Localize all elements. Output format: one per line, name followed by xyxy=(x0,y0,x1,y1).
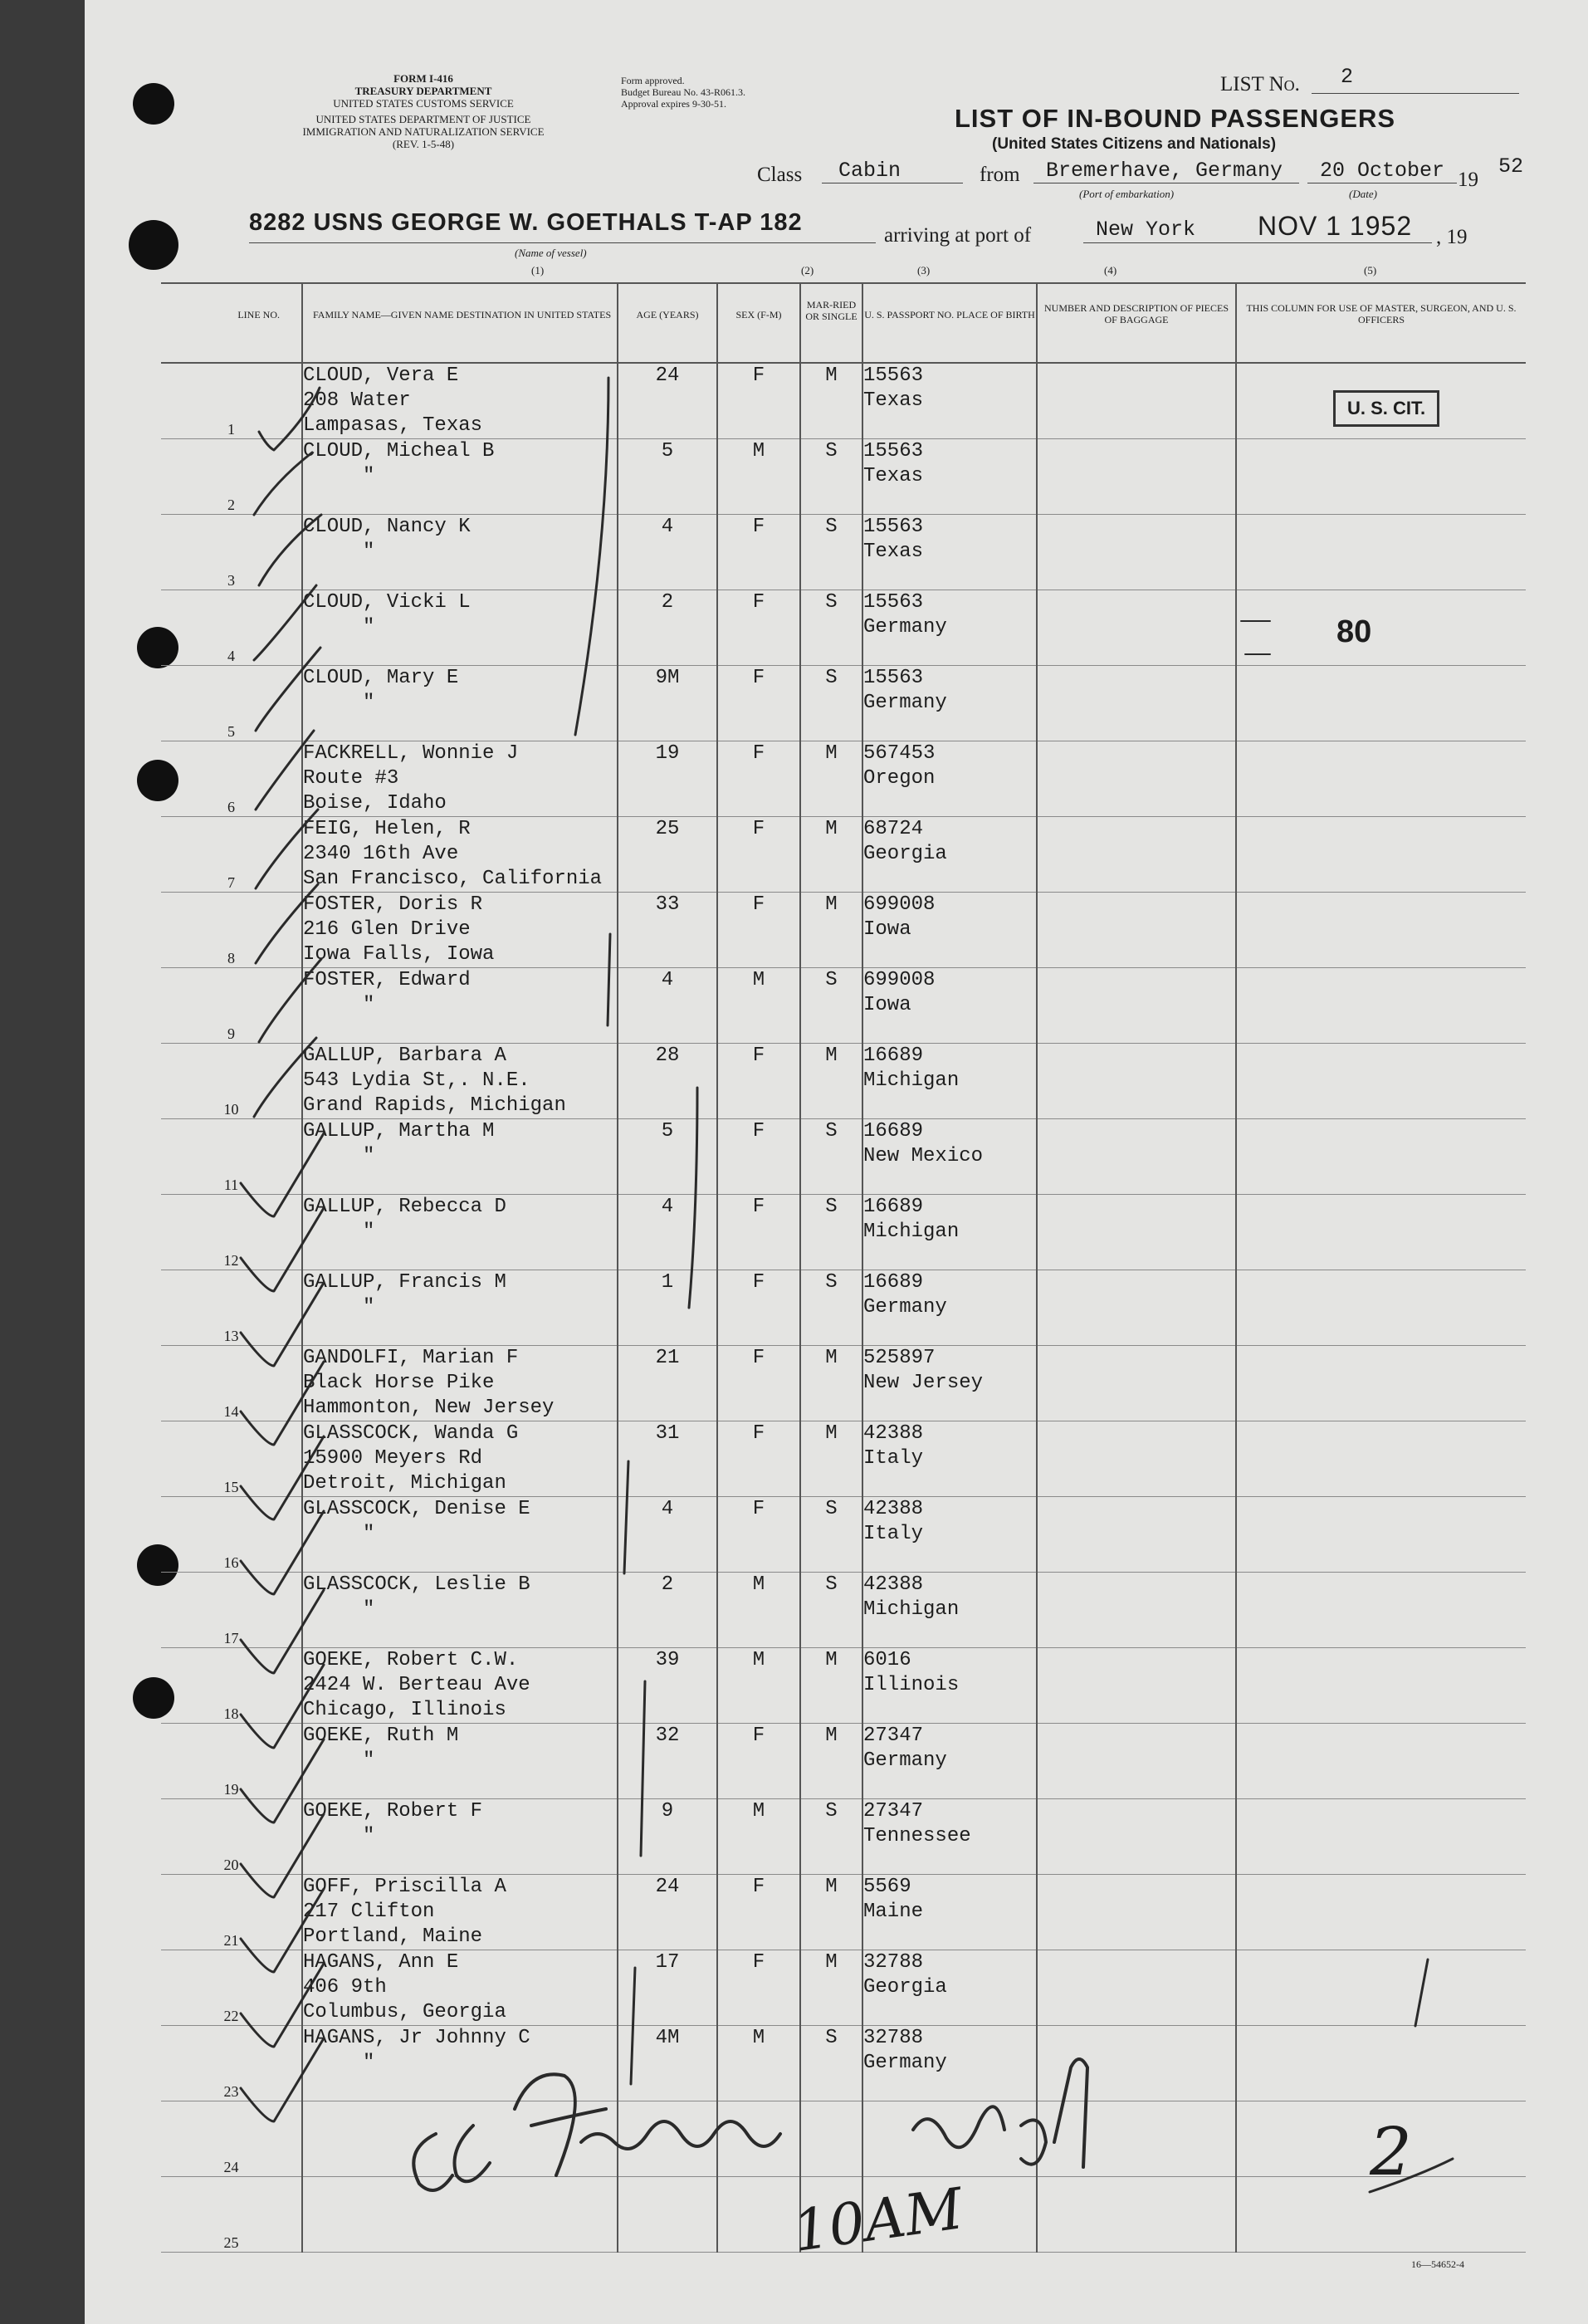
footer-form-code: 16—54652-4 xyxy=(1411,2258,1464,2270)
passport-birthplace: 567453 Oregon xyxy=(862,741,1037,817)
col-married: MAR-RIED OR SINGLE xyxy=(800,283,862,363)
passenger-marital-status: S xyxy=(800,590,862,666)
passport-birthplace: 16689 Michigan xyxy=(862,1044,1037,1119)
year-prefix: 19 xyxy=(1458,169,1478,191)
passenger-sex: M xyxy=(717,439,800,515)
line-number: 25 xyxy=(161,2177,302,2253)
line-number: 24 xyxy=(161,2101,302,2177)
count-mark: 80 xyxy=(1336,614,1372,649)
passenger-marital-status: M xyxy=(800,1724,862,1799)
passenger-name-destination: GOFF, Priscilla A 217 Clifton Portland, Maine xyxy=(302,1875,618,1950)
arriving-label: arriving at port of xyxy=(884,224,1032,247)
passenger-name-destination: FACKRELL, Wonnie J Route #3 Boise, Idaho xyxy=(302,741,618,817)
passenger-name-destination: FOSTER, Edward " xyxy=(302,968,618,1044)
line-number: 23 xyxy=(161,2026,302,2101)
col-sex: SEX (F-M) xyxy=(717,283,800,363)
passenger-sex: F xyxy=(717,1724,800,1799)
passport-birthplace: 16689 Germany xyxy=(862,1270,1037,1346)
justice-dept: UNITED STATES DEPARTMENT OF JUSTICE xyxy=(315,113,531,125)
passport-birthplace: 27347 Germany xyxy=(862,1724,1037,1799)
passenger-sex: F xyxy=(717,515,800,590)
passenger-sex: F xyxy=(717,363,800,439)
line-number: 21 xyxy=(161,1875,302,1950)
passenger-sex: F xyxy=(717,817,800,893)
passenger-age: 2 xyxy=(618,1573,717,1648)
form-revision: (REV. 1-5-48) xyxy=(392,138,455,150)
line-number: 5 xyxy=(161,666,302,741)
line-number: 22 xyxy=(161,1950,302,2026)
passenger-age: 9 xyxy=(618,1799,717,1875)
line-number: 2 xyxy=(161,439,302,515)
line-number: 19 xyxy=(161,1724,302,1799)
passenger-sex: F xyxy=(717,1875,800,1950)
page-subtitle: (United States Citizens and Nationals) xyxy=(992,135,1277,153)
passenger-name-destination: GALLUP, Martha M " xyxy=(302,1119,618,1195)
passenger-name-destination: CLOUD, Micheal B " xyxy=(302,439,618,515)
passport-birthplace: 42388 Michigan xyxy=(862,1573,1037,1648)
page-mark: 2 xyxy=(1370,2113,1412,2190)
col-num-2: (2) xyxy=(801,264,814,276)
passenger-age: 2 xyxy=(618,590,717,666)
col-baggage: NUMBER AND DESCRIPTION OF PIECES OF BAGGAGE xyxy=(1037,283,1236,363)
year-value: 52 xyxy=(1498,154,1524,179)
passenger-name-destination: CLOUD, Mary E " xyxy=(302,666,618,741)
passenger-sex: F xyxy=(717,1195,800,1270)
line-number: 20 xyxy=(161,1799,302,1875)
passenger-name-destination: GLASSCOCK, Denise E " xyxy=(302,1497,618,1573)
passport-birthplace: 15563 Texas xyxy=(862,439,1037,515)
passenger-age: 24 xyxy=(618,1875,717,1950)
class-value: Cabin xyxy=(838,159,901,183)
passenger-sex: F xyxy=(717,893,800,968)
customs-service: UNITED STATES CUSTOMS SERVICE xyxy=(333,97,514,110)
line-number: 3 xyxy=(161,515,302,590)
passenger-marital-status: S xyxy=(800,1119,862,1195)
passenger-name-destination: GLASSCOCK, Leslie B " xyxy=(302,1573,618,1648)
passenger-sex: M xyxy=(717,968,800,1044)
line-number: 8 xyxy=(161,893,302,968)
form-approved: Form approved. xyxy=(621,75,685,86)
passenger-age: 24 xyxy=(618,363,717,439)
passenger-age: 4 xyxy=(618,515,717,590)
passenger-name-destination: GALLUP, Rebecca D " xyxy=(302,1195,618,1270)
line-number: 7 xyxy=(161,817,302,893)
passenger-sex: M xyxy=(717,2026,800,2101)
list-no-value: 2 xyxy=(1341,65,1354,89)
passport-birthplace: 68724 Georgia xyxy=(862,817,1037,893)
arrival-year-prefix: , 19 xyxy=(1436,226,1468,248)
passenger-name-destination: CLOUD, Vera E 208 Water Lampasas, Texas xyxy=(302,363,618,439)
line-number: 15 xyxy=(161,1421,302,1497)
passenger-age: 32 xyxy=(618,1724,717,1799)
passenger-marital-status: S xyxy=(800,1497,862,1573)
passenger-age: 4 xyxy=(618,1195,717,1270)
vessel-name: 8282 USNS GEORGE W. GOETHALS T-AP 182 xyxy=(249,209,803,236)
passenger-name-destination: FOSTER, Doris R 216 Glen Drive Iowa Falls, Iowa xyxy=(302,893,618,968)
date-caption: (Date) xyxy=(1349,188,1377,200)
officer-signature xyxy=(413,2059,1087,2190)
col-passport: U. S. PASSPORT NO. PLACE OF BIRTH xyxy=(862,283,1037,363)
passport-birthplace: 15563 Texas xyxy=(862,363,1037,439)
approval-expires: Approval expires 9-30-51. xyxy=(621,98,726,110)
line-number: 10 xyxy=(161,1044,302,1119)
list-no-label: LIST No. xyxy=(1220,73,1300,95)
passenger-age: 17 xyxy=(618,1950,717,2026)
time-note: 10AM xyxy=(789,2176,967,2265)
col-num-5: (5) xyxy=(1364,264,1377,276)
passenger-marital-status: M xyxy=(800,1346,862,1421)
passenger-sex: F xyxy=(717,741,800,817)
passport-birthplace: 27347 Tennessee xyxy=(862,1799,1037,1875)
treasury-dept: TREASURY DEPARTMENT xyxy=(354,85,492,97)
passport-birthplace: 6016 Illinois xyxy=(862,1648,1037,1724)
page-mark-underline xyxy=(1370,2159,1453,2192)
vessel-caption: (Name of vessel) xyxy=(515,247,587,259)
line-number: 11 xyxy=(161,1119,302,1195)
passenger-age: 1 xyxy=(618,1270,717,1346)
passenger-name-destination: GANDOLFI, Marian F Black Horse Pike Hammonton, New Jersey xyxy=(302,1346,618,1421)
passenger-sex: M xyxy=(717,1648,800,1724)
budget-bureau: Budget Bureau No. 43-R061.3. xyxy=(621,86,745,98)
passenger-marital-status: S xyxy=(800,1799,862,1875)
passenger-marital-status: M xyxy=(800,1950,862,2026)
line-number: 4 xyxy=(161,590,302,666)
line-number: 6 xyxy=(161,741,302,817)
check-marks xyxy=(241,388,324,2121)
passport-birthplace: 32788 Georgia xyxy=(862,1950,1037,2026)
passenger-age: 25 xyxy=(618,817,717,893)
passport-birthplace: 42388 Italy xyxy=(862,1497,1037,1573)
port-embark-caption: (Port of embarkation) xyxy=(1079,188,1175,200)
passenger-age: 31 xyxy=(618,1421,717,1497)
port-embarkation: Bremerhave, Germany xyxy=(1046,159,1283,183)
passenger-name-destination: CLOUD, Nancy K " xyxy=(302,515,618,590)
line-number: 9 xyxy=(161,968,302,1044)
passenger-age: 39 xyxy=(618,1648,717,1724)
passenger-name-destination: CLOUD, Vicki L " xyxy=(302,590,618,666)
col-officers: THIS COLUMN FOR USE OF MASTER, SURGEON, AND U. S. OFFICERS xyxy=(1236,283,1526,363)
passenger-marital-status: S xyxy=(800,1270,862,1346)
passenger-sex: M xyxy=(717,1573,800,1648)
count-dashes xyxy=(1241,621,1270,654)
passenger-sex: F xyxy=(717,1119,800,1195)
passenger-age: 9M xyxy=(618,666,717,741)
passenger-name-destination: GALLUP, Barbara A 543 Lydia St,. N.E. Grand Rapids, Michigan xyxy=(302,1044,618,1119)
passenger-sex: F xyxy=(717,1497,800,1573)
passenger-marital-status: M xyxy=(800,741,862,817)
col-line: LINE NO. xyxy=(161,283,302,363)
passenger-sex: F xyxy=(717,590,800,666)
passport-birthplace: 15563 Germany xyxy=(862,590,1037,666)
passenger-marital-status: M xyxy=(800,1421,862,1497)
col-age: AGE (YEARS) xyxy=(618,283,717,363)
passenger-sex: F xyxy=(717,1346,800,1421)
passenger-marital-status: M xyxy=(800,1875,862,1950)
line-number: 17 xyxy=(161,1573,302,1648)
passenger-marital-status: S xyxy=(800,1573,862,1648)
passenger-marital-status: S xyxy=(800,439,862,515)
ins-service: IMMIGRATION AND NATURALIZATION SERVICE xyxy=(302,125,545,138)
col-name: FAMILY NAME—GIVEN NAME DESTINATION IN UNITED STATES xyxy=(302,283,618,363)
line-number: 14 xyxy=(161,1346,302,1421)
arrival-port: New York xyxy=(1096,218,1196,242)
line-number: 12 xyxy=(161,1195,302,1270)
passenger-name-destination: GLASSCOCK, Wanda G 15900 Meyers Rd Detroit, Michigan xyxy=(302,1421,618,1497)
passport-birthplace: 699008 Iowa xyxy=(862,968,1037,1044)
passport-birthplace: 32788 Germany xyxy=(862,2026,1037,2101)
passenger-age: 21 xyxy=(618,1346,717,1421)
passenger-marital-status: M xyxy=(800,1044,862,1119)
passenger-name-destination: HAGANS, Jr Johnny C " xyxy=(302,2026,618,2101)
passenger-age: 33 xyxy=(618,893,717,968)
col-num-1: (1) xyxy=(531,264,545,276)
passport-birthplace: 5569 Maine xyxy=(862,1875,1037,1950)
passenger-marital-status: S xyxy=(800,968,862,1044)
us-citizen-stamp: U. S. CIT. xyxy=(1333,390,1439,427)
arrival-date-stamp: NOV 1 1952 xyxy=(1258,211,1413,241)
passenger-name-destination: GOEKE, Robert F " xyxy=(302,1799,618,1875)
passenger-sex: F xyxy=(717,666,800,741)
passenger-age: 28 xyxy=(618,1044,717,1119)
passenger-sex: F xyxy=(717,1044,800,1119)
line-number: 18 xyxy=(161,1648,302,1724)
passenger-age: 19 xyxy=(618,741,717,817)
passenger-marital-status: S xyxy=(800,2026,862,2101)
passenger-sex: F xyxy=(717,1270,800,1346)
passenger-marital-status: M xyxy=(800,1648,862,1724)
passenger-age: 5 xyxy=(618,1119,717,1195)
passenger-marital-status: S xyxy=(800,666,862,741)
line-number: 1 xyxy=(161,363,302,439)
page-title: LIST OF IN-BOUND PASSENGERS xyxy=(955,104,1396,133)
passenger-marital-status: M xyxy=(800,893,862,968)
passenger-marital-status: M xyxy=(800,363,862,439)
passenger-name-destination: GALLUP, Francis M " xyxy=(302,1270,618,1346)
passenger-marital-status: M xyxy=(800,817,862,893)
passenger-name-destination: FEIG, Helen, R 2340 16th Ave San Francisco, California xyxy=(302,817,618,893)
passenger-age: 4M xyxy=(618,2026,717,2101)
family-bracket-lines xyxy=(575,378,1428,2084)
col-num-4: (4) xyxy=(1104,264,1117,276)
passport-birthplace: 15563 Texas xyxy=(862,515,1037,590)
embark-date: 20 October xyxy=(1320,159,1445,183)
passenger-sex: F xyxy=(717,1421,800,1497)
passenger-sex: F xyxy=(717,1950,800,2026)
passenger-marital-status: S xyxy=(800,515,862,590)
passenger-name-destination: GOEKE, Robert C.W. 2424 W. Berteau Ave Chicago, Illinois xyxy=(302,1648,618,1724)
from-label: from xyxy=(980,164,1020,186)
passport-birthplace: 42388 Italy xyxy=(862,1421,1037,1497)
passenger-age: 5 xyxy=(618,439,717,515)
passport-birthplace: 699008 Iowa xyxy=(862,893,1037,968)
passenger-marital-status: S xyxy=(800,1195,862,1270)
passenger-name-destination: HAGANS, Ann E 406 9th Columbus, Georgia xyxy=(302,1950,618,2026)
form-number: FORM I-416 xyxy=(393,72,453,85)
passenger-age: 4 xyxy=(618,1497,717,1573)
col-num-3: (3) xyxy=(917,264,931,276)
passport-birthplace: 16689 New Mexico xyxy=(862,1119,1037,1195)
line-number: 13 xyxy=(161,1270,302,1346)
passenger-age: 4 xyxy=(618,968,717,1044)
passport-birthplace: 525897 New Jersey xyxy=(862,1346,1037,1421)
class-label: Class xyxy=(757,164,803,186)
passport-birthplace: 15563 Germany xyxy=(862,666,1037,741)
passenger-sex: M xyxy=(717,1799,800,1875)
passenger-name-destination: GOEKE, Ruth M " xyxy=(302,1724,618,1799)
passport-birthplace: 16689 Michigan xyxy=(862,1195,1037,1270)
line-number: 16 xyxy=(161,1497,302,1573)
